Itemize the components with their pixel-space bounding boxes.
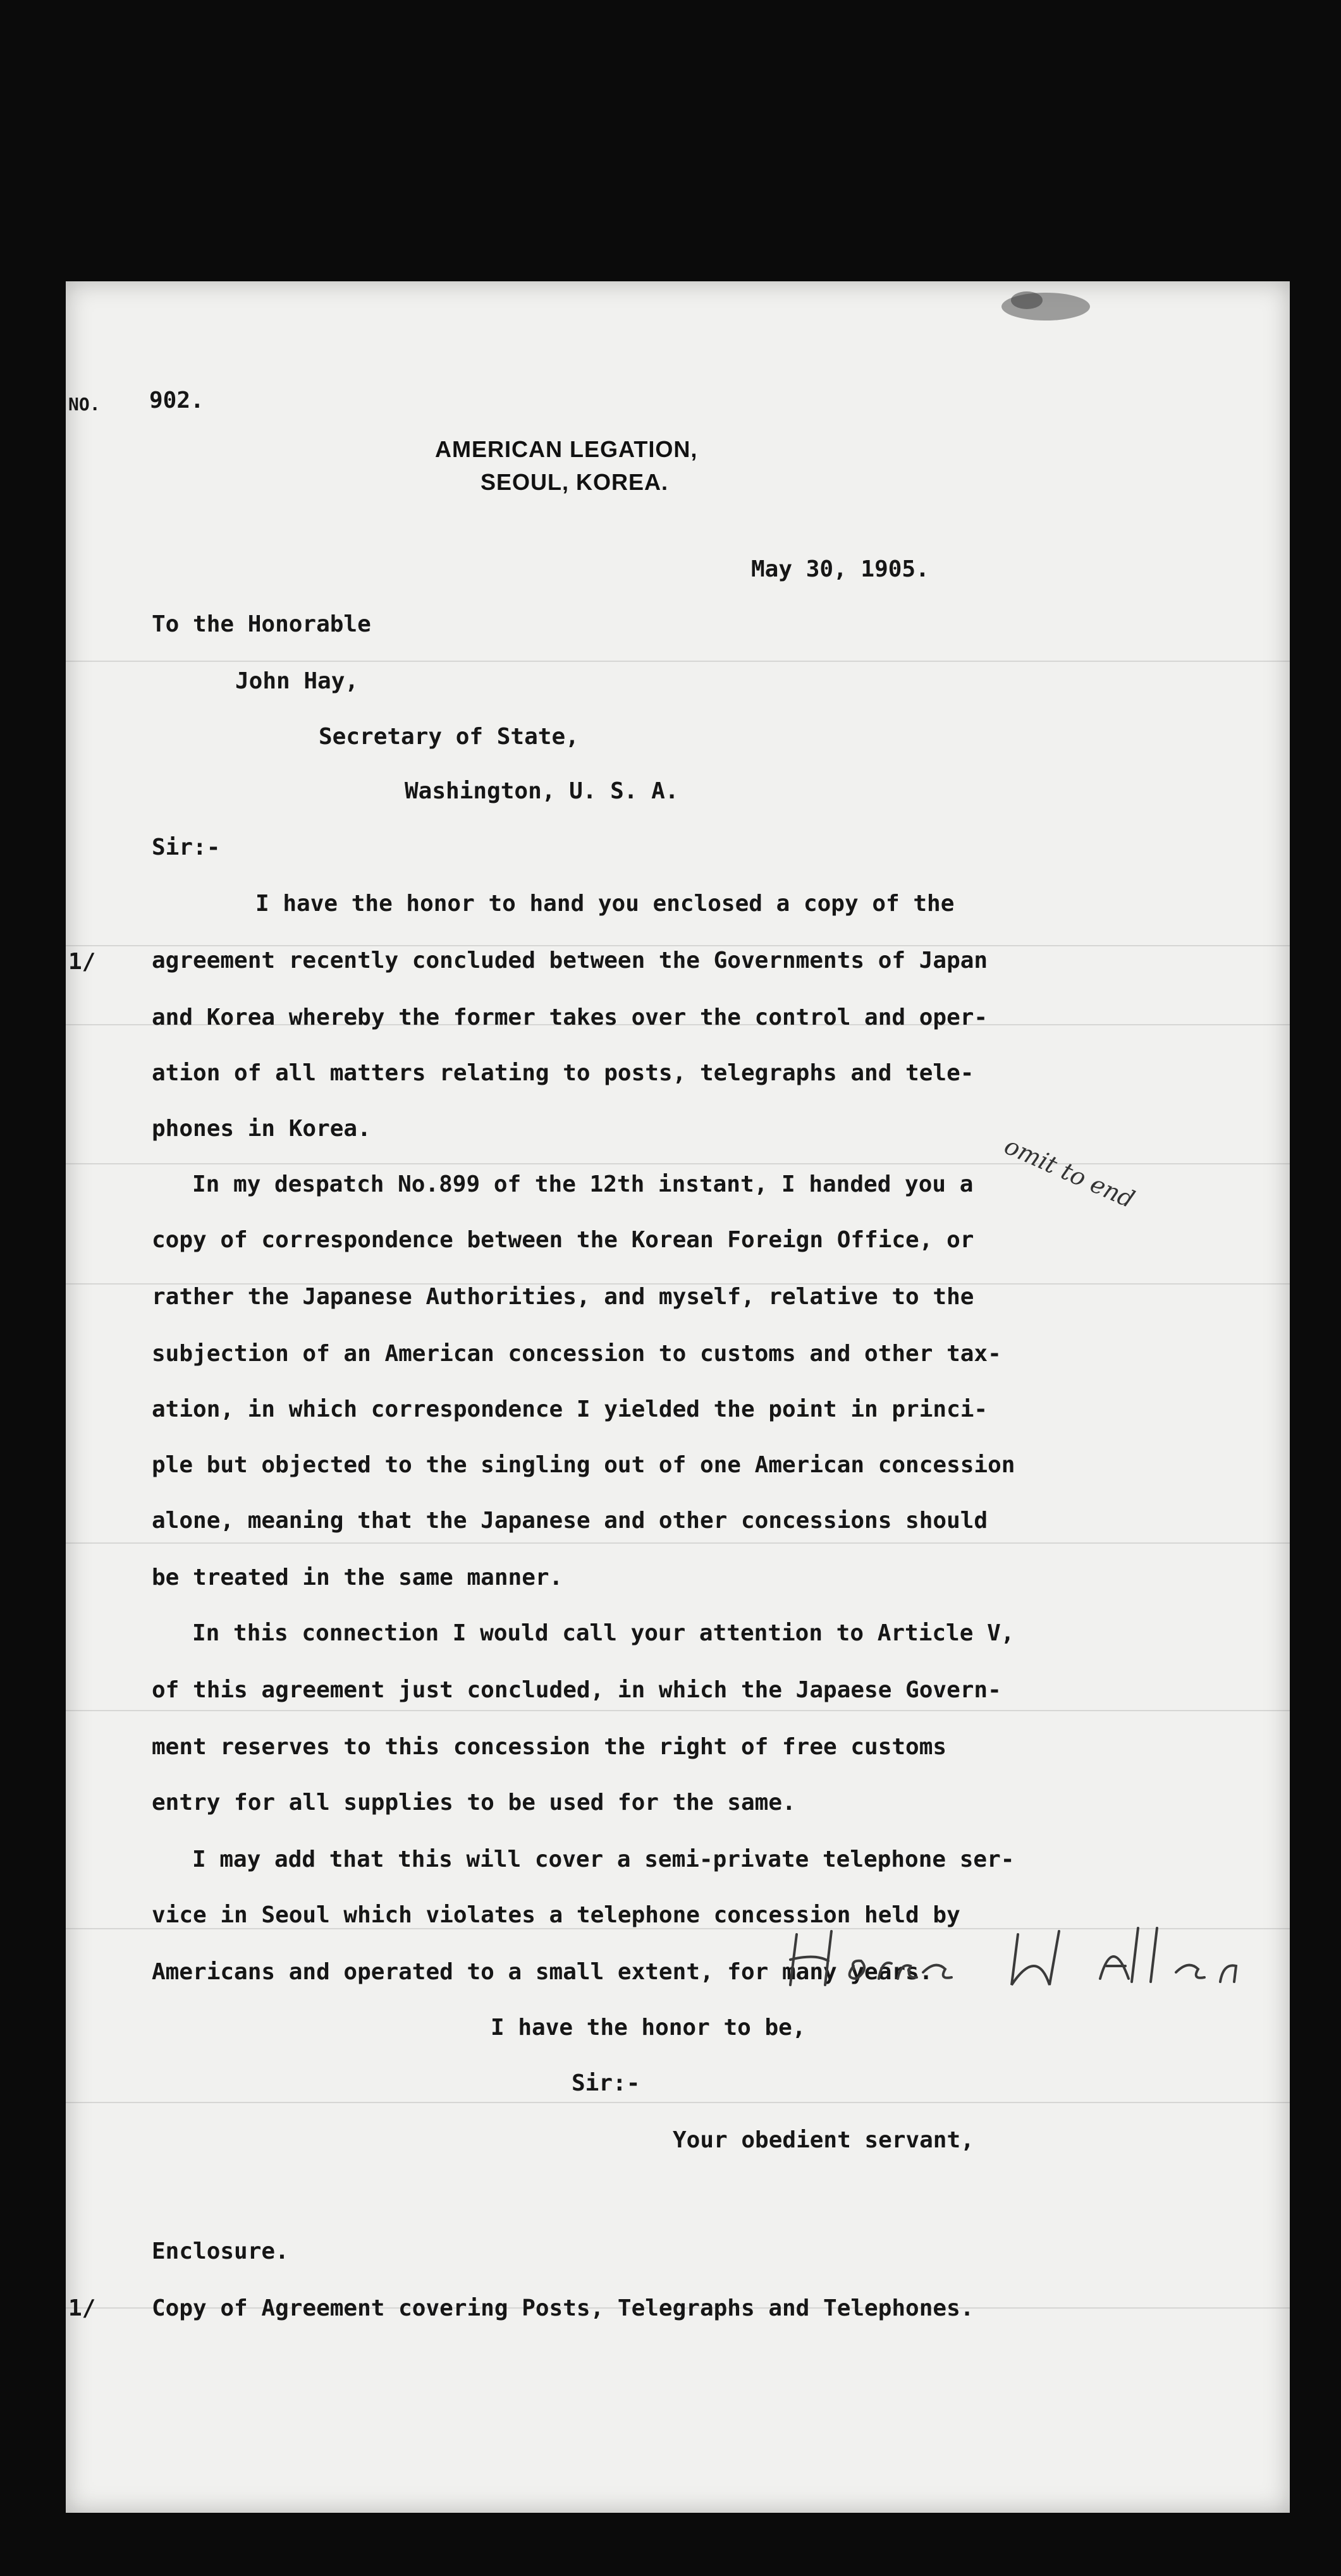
- ruled-line: [66, 1163, 1290, 1164]
- ruled-line: [66, 2102, 1290, 2103]
- address-line-1: To the Honorable: [152, 611, 371, 637]
- document-number: 902.: [149, 388, 204, 413]
- closing-line-3: Your obedient servant,: [673, 2127, 974, 2153]
- body-line: of this agreement just concluded, in which the Japaese Govern-: [152, 1677, 1001, 1703]
- body-line: I may add that this will cover a semi-private telephone ser-: [192, 1847, 1015, 1872]
- body-line: ment reserves to this concession the right of free customs: [152, 1734, 947, 1760]
- address-line-3: Secretary of State,: [319, 724, 579, 750]
- ink-stamp: [983, 281, 1109, 332]
- enclosure-item: Copy of Agreement covering Posts, Telegraphs and Telephones.: [152, 2295, 974, 2321]
- ruled-line: [66, 945, 1290, 946]
- closing-line-2: Sir:-: [572, 2070, 640, 2096]
- body-line: vice in Seoul which violates a telephone concession held by: [152, 1902, 960, 1928]
- body-line: subjection of an American concession to customs and other tax-: [152, 1341, 1001, 1367]
- margin-mark: 1/: [68, 949, 96, 975]
- body-line: ation of all matters relating to posts, telegraphs and tele-: [152, 1060, 974, 1086]
- address-line-2: John Hay,: [235, 668, 359, 694]
- ruled-line: [66, 661, 1290, 662]
- body-line: In my despatch No.899 of the 12th instant, I handed you a: [192, 1171, 974, 1197]
- body-line: entry for all supplies to be used for the same.: [152, 1790, 796, 1816]
- letterhead-line-2: SEOUL, KOREA.: [481, 469, 669, 495]
- address-line-4: Washington, U. S. A.: [405, 778, 679, 804]
- body-line: ple but objected to the singling out of one American concession: [152, 1452, 1015, 1478]
- body-line: ation, in which correspondence I yielded the point in princi-: [152, 1396, 988, 1422]
- document-number-label: NO.: [68, 394, 101, 415]
- body-line: copy of correspondence between the Korean Foreign Office, or: [152, 1227, 974, 1253]
- margin-mark: 1/: [68, 2295, 96, 2321]
- body-line: rather the Japanese Authorities, and myself, relative to the: [152, 1284, 974, 1310]
- body-line: alone, meaning that the Japanese and other concessions should: [152, 1508, 988, 1534]
- closing-line-1: I have the honor to be,: [491, 2015, 806, 2041]
- salutation: Sir:-: [152, 834, 221, 860]
- body-line: phones in Korea.: [152, 1116, 371, 1142]
- letter-date: May 30, 1905.: [751, 556, 929, 582]
- body-line: I have the honor to hand you enclosed a copy of the: [255, 891, 955, 917]
- ruled-line: [66, 1542, 1290, 1544]
- signature: [721, 1909, 1290, 1998]
- body-line: be treated in the same manner.: [152, 1565, 563, 1590]
- body-line: and Korea whereby the former takes over the control and oper-: [152, 1004, 988, 1030]
- body-line: agreement recently concluded between the Governments of Japan: [152, 948, 988, 974]
- enclosure-heading: Enclosure.: [152, 2238, 289, 2264]
- margin-note: omit to end: [1000, 1132, 1139, 1214]
- body-line: Americans and operated to a small extent, for many years.: [152, 1959, 933, 1985]
- letterhead-line-1: AMERICAN LEGATION,: [435, 436, 698, 462]
- ruled-line: [66, 1710, 1290, 1711]
- body-line: In this connection I would call your attention to Article V,: [192, 1620, 1015, 1646]
